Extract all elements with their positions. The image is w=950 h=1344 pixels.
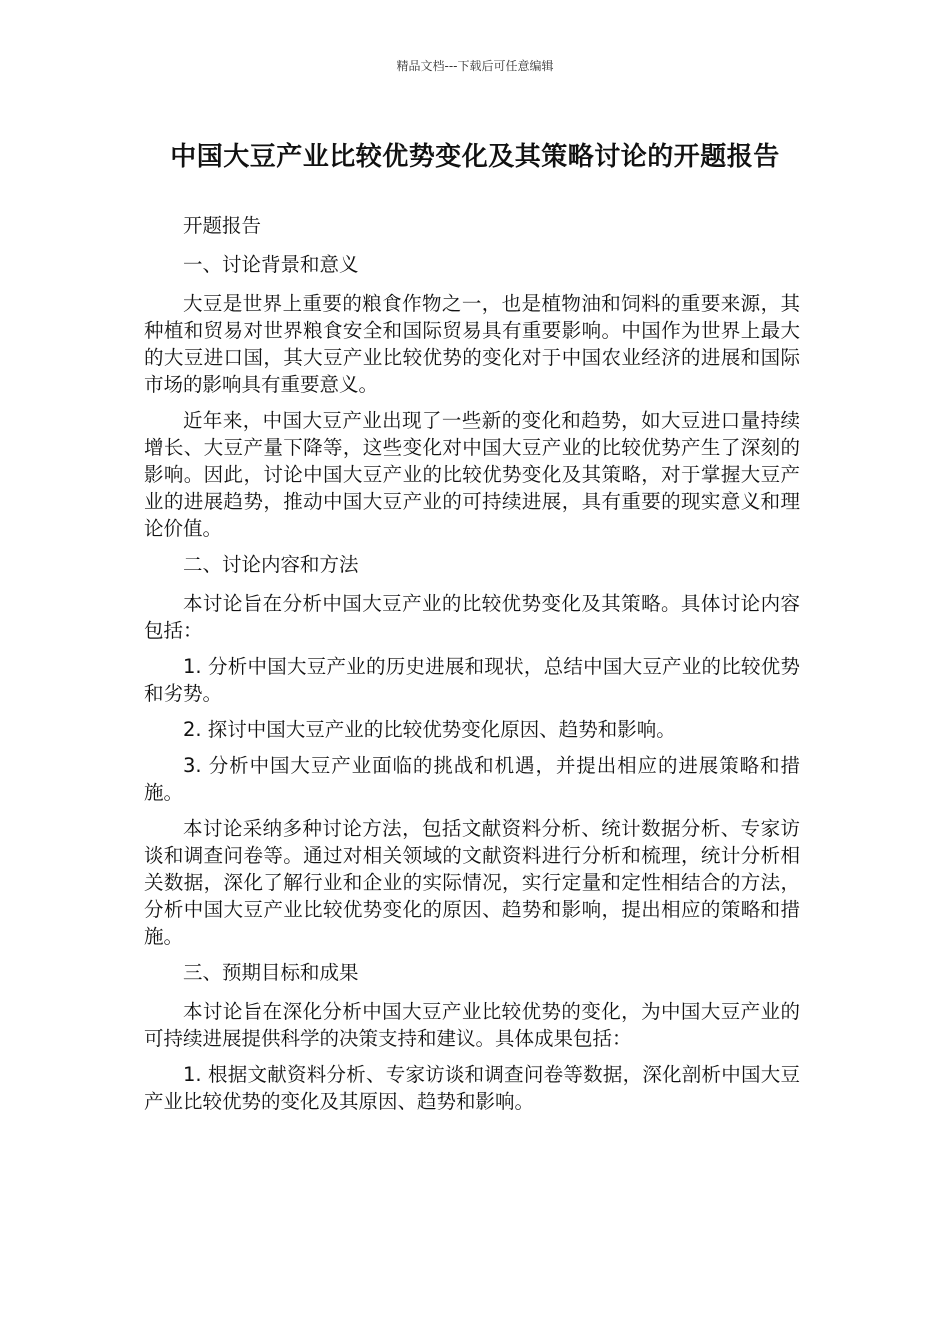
paragraph-background-1: 大豆是世界上重要的粮食作物之一，也是植物油和饲料的重要来源，其种植和贸易对世界粮食安全和国际贸易具有重要影响。中国作为世界上最大的大豆进口国，其大豆产业比较优势的变化对于中国农业经济的进展和国际市场的影响具有重要意义。 [144,292,800,396]
document-body [144,212,800,1124]
document-title: 中国大豆产业比较优势变化及其策略讨论的开题报告 [170,142,780,172]
paragraph-methods: 本讨论采纳多种讨论方法，包括文献资料分析、统计数据分析、专家访谈和调查问卷等。通过对相关领域的文献资料进行分析和梳理，统计分析相关数据，深化了解行业和企业的实际情况，实行定量和定性相结合的方法，分析中国大豆产业比较优势变化的原因、趋势和影响，提出相应的策略和措施。 [144,817,800,948]
paragraph-goals-intro: 本讨论旨在深化分析中国大豆产业比较优势的变化，为中国大豆产业的可持续进展提供科学的决策支持和建议。具体成果包括： [144,1000,800,1050]
list-item-content-3: 3. 分析中国大豆产业面临的挑战和机遇，并提出相应的进展策略和措施。 [144,754,800,804]
header-note: 精品文档---下载后可任意编辑 [396,59,554,73]
section-heading-3: 三、预期目标和成果 [183,961,359,984]
section-heading-2: 二、讨论内容和方法 [183,553,359,576]
paragraph-content-intro: 本讨论旨在分析中国大豆产业的比较优势变化及其策略。具体讨论内容包括： [144,592,800,642]
paragraph-background-2: 近年来，中国大豆产业出现了一些新的变化和趋势，如大豆进口量持续增长、大豆产量下降等，这些变化对中国大豆产业的比较优势产生了深刻的影响。因此，讨论中国大豆产业的比较优势变化及其策略，对于掌握大豆产业的进展趋势，推动中国大豆产业的可持续进展，具有重要的现实意义和理论价值。 [144,409,800,540]
section-label: 开题报告 [183,214,262,237]
list-item-content-2: 2. 探讨中国大豆产业的比较优势变化原因、趋势和影响。 [183,718,676,741]
list-item-content-1: 1. 分析中国大豆产业的历史进展和现状，总结中国大豆产业的比较优势和劣势。 [144,655,800,705]
section-heading-1: 一、讨论背景和意义 [183,253,359,276]
list-item-goal-1: 1. 根据文献资料分析、专家访谈和调查问卷等数据，深化剖析中国大豆产业比较优势的变化及其原因、趋势和影响。 [144,1063,800,1113]
